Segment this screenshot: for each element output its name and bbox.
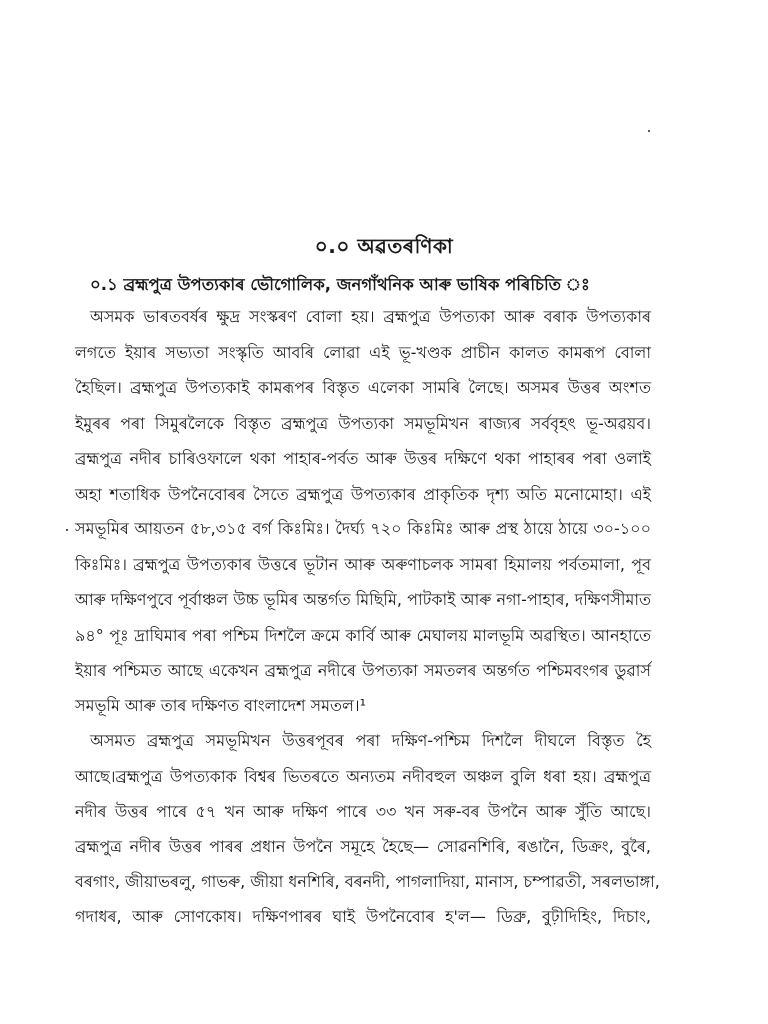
paragraph-1-line: লগতে ইয়াৰ সভ্যতা সংস্কৃতি আবৰি লোৱা এই ভূ-খণ্ডক প্ৰাচীন কালত কামৰূপ বোলা — [75, 343, 651, 362]
paragraph-1-line: সমভূমিৰ আয়তন ৫৮,৩১৫ বৰ্গ কিঃমিঃ। দৈৰ্ঘ্য ৭২০ কিঃমিঃ আৰু প্ৰস্থ ঠায়ে ঠায়ে ৩০-১০০ — [75, 519, 651, 538]
paragraph-2-line: নদীৰ উত্তৰ পাৰে ৫৭ খন আৰু দক্ষিণ পাৰে ৩৩ খন সৰু-বৰ উপনৈ আৰু সুঁতি আছে। — [75, 802, 651, 821]
paragraph-1-line: কিঃমিঃ। ব্ৰহ্মপুত্ৰ উপত্যকাৰ উত্তৰে ভূটান আৰু অৰুণাচলক সামৰা হিমালয় পৰ্বতমালা, পূব — [75, 555, 651, 574]
paragraph-2-line: গদাধৰ, আৰু সোণকোষ। দক্ষিণপাৰৰ ঘাই উপনৈবোৰ হ'ল— ডিব্ৰু, বুঢ়ীদিহিং, দিচাং, — [75, 907, 651, 926]
paragraph-2-line: বৰগাং, জীয়াভৰলু, গাভৰু, জীয়া ধনশিৰি, বৰনদী, পাগলাদিয়া, মানাস, চম্পাৱতী, সৰলভাঙ্গা, — [75, 872, 660, 891]
paragraph-2-line: ব্ৰহ্মপুত্ৰ নদীৰ উত্তৰ পাৰৰ প্ৰধান উপনৈ সমূহে হৈছে— সোৱনশিৰি, ৰঙানৈ, ডিক্ৰং, বুৰৈ, — [75, 837, 651, 856]
paragraph-1-line: হৈছিল। ব্ৰহ্মপুত্ৰ উপত্যকাই কামৰূপৰ বিস্তৃত এলেকা সামৰি লৈছে। অসমৰ উত্তৰ অংশত — [75, 378, 651, 397]
stray-mark — [648, 130, 650, 132]
paragraph-1-line: অহা শতাধিক উপনৈবোৰৰ সৈতে ব্ৰহ্মপুত্ৰ উপত্যকাৰ প্ৰাকৃতিক দৃশ্য অতি মনোমোহা। এই — [75, 485, 651, 504]
paragraph-2-line: আছে।ব্ৰহ্মপুত্ৰ উপত্যকাক বিশ্বৰ ভিতৰতে অন্যতম নদীবহুল অঞ্চল বুলি ধৰা হয়। ব্ৰহ্মপুত্ৰ — [75, 767, 651, 786]
section-title: ০.০ অৱতৰণিকা — [314, 234, 454, 258]
paragraph-1-line: ইয়াৰ পশ্চিমত আছে একেখন ব্ৰহ্মপুত্ৰ নদীৰে উপত্যকা সমতলৰ অন্তৰ্গত পশ্চিমবংগৰ ডুৱাৰ্স — [75, 661, 651, 680]
section-subtitle: ০.১ ব্ৰহ্মপুত্ৰ উপত্যকাৰ ভৌগোলিক, জনগাঁথনিক আৰু ভাষিক পৰিচিতি ঃ — [90, 275, 590, 294]
paragraph-1-line: ৯৪° পূঃ দ্ৰাঘিমাৰ পৰা পশ্চিম দিশলৈ ক্ৰমে কাৰ্বি আৰু মেঘালয় মালভূমি অৱস্থিত। আনহাতে — [75, 626, 651, 645]
paragraph-1-line: ইমুৰৰ পৰা সিমুৰলৈকে বিস্তৃত ব্ৰহ্মপুত্ৰ উপত্যকা সমভূমিখন ৰাজ্যৰ সৰ্ববৃহৎ ভূ-অৱয়ব। — [75, 414, 651, 433]
paragraph-2-line: অসমত ব্ৰহ্মপুত্ৰ সমভূমিখন উত্তৰপূবৰ পৰা দক্ষিণ-পশ্চিম দিশলৈ দীঘলে বিস্তৃত হৈ — [90, 731, 651, 750]
paragraph-1-line: অসমক ভাৰতবৰ্ষৰ ক্ষুদ্ৰ সংস্কৰণ বোলা হয়। ব্ৰহ্মপুত্ৰ উপত্যকা আৰু বৰাক উপত্যকাৰ — [90, 307, 651, 326]
stray-mark — [66, 529, 68, 531]
paragraph-1-line: আৰু দক্ষিণপুবে পূৰ্বাঞ্চল উচ্চ ভূমিৰ অন্তৰ্গত মিছিমি, পাটকাই আৰু নগা-পাহাৰ, দক্ষিণসীমাত — [75, 590, 651, 609]
paragraph-1-line: সমভূমি আৰু তাৰ দক্ষিণত বাংলাদেশ সমতল।¹ — [75, 696, 367, 715]
paragraph-1-line: ব্ৰহ্মপুত্ৰ নদীৰ চাৰিওফালে থকা পাহাৰ-পৰ্বত আৰু উত্তৰ দক্ষিণে থকা পাহাৰৰ পৰা ওলাই — [75, 449, 651, 468]
